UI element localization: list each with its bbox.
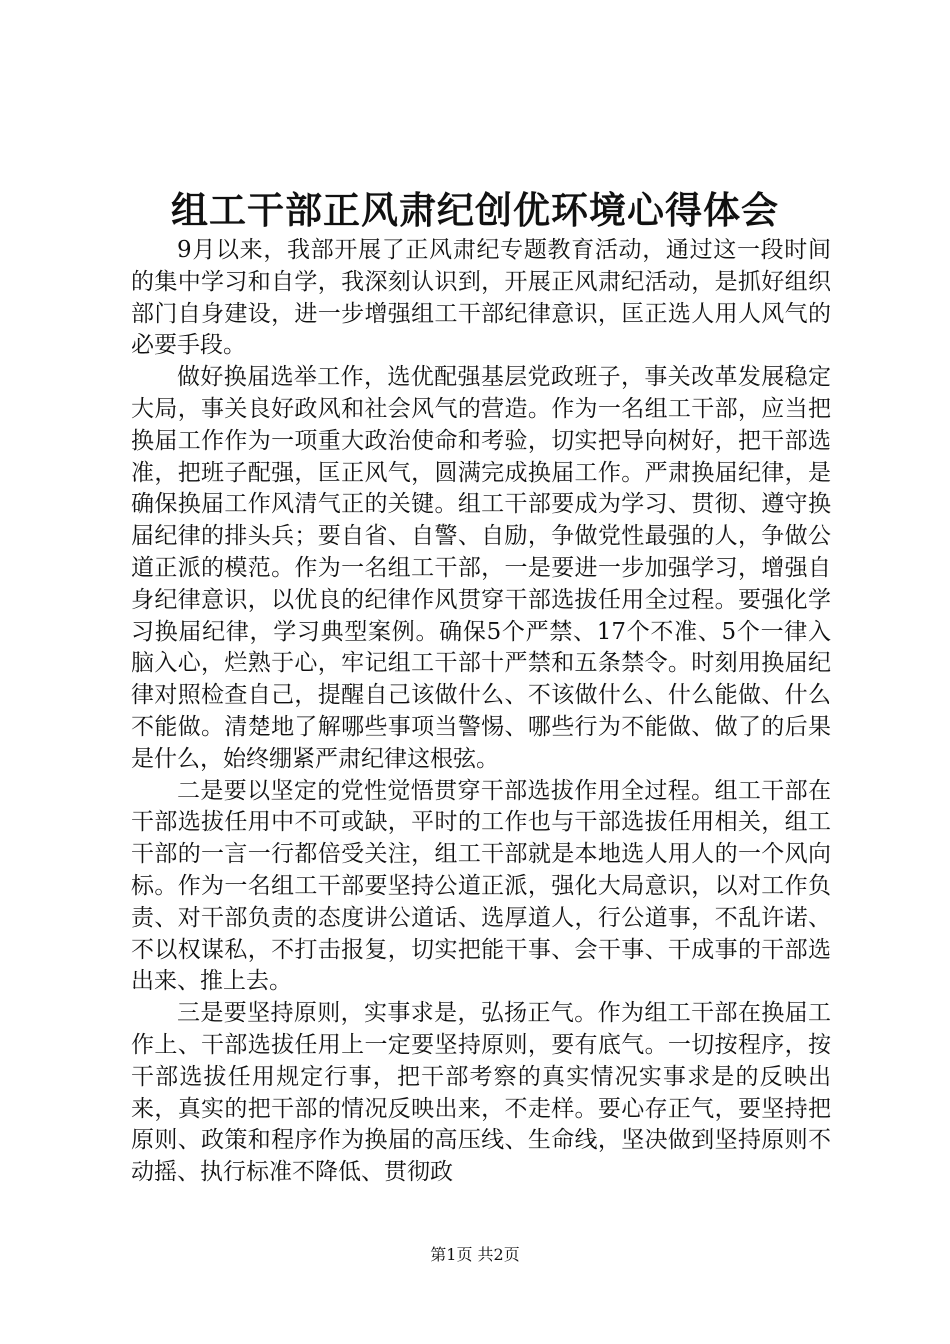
page-number-footer: 第1页 共2页 [430,1245,520,1264]
paragraph-1: 9月以来，我部开展了正风肃纪专题教育活动，通过这一段时间的集中学习和自学，我深刻认识到，开展正风肃纪活动，是抓好组织部门自身建设，进一步增强组工干部纪律意识，匡正选人用人风气的必要手段。 [131,237,831,359]
document-title: 组工干部正风肃纪创优环境心得体会 [171,188,779,232]
document-body [131,235,831,1189]
paragraph-4: 三是要坚持原则，实事求是，弘扬正气。作为组工干部在换届工作上、干部选拔任用上一定要坚持原则，要有底气。一切按程序，按干部选拔任用规定行事，把干部考察的真实情况实事求是的反映出来，真实的把干部的情况反映出来，不走样。要心存正气，要坚持把原则、政策和程序作为换届的高压线、生命线，坚决做到坚持原则不动摇、执行标准不降低、贯彻政 [131,1000,831,1186]
paragraph-3: 二是要以坚定的党性觉悟贯穿干部选拔作用全过程。组工干部在干部选拔任用中不可或缺，平时的工作也与干部选拔任用相关，组工干部的一言一行都倍受关注，组工干部就是本地选人用人的一个风向标。作为一名组工干部要坚持公道正派，强化大局意识，以对工作负责、对干部负责的态度讲公道话、选厚道人，行公道事，不乱许诺、不以权谋私，不打击报复，切实把能干事、会干事、干成事的干部选出来、推上去。 [131,777,831,995]
paragraph-2: 做好换届选举工作，选优配强基层党政班子，事关改革发展稳定大局，事关良好政风和社会风气的营造。作为一名组工干部，应当把换届工作作为一项重大政治使命和考验，切实把导向树好，把干部选准，把班子配强，匡正风气，圆满完成换届工作。严肃换届纪律，是确保换届工作风清气正的关键。组工干部要成为学习、贯彻、遵守换届纪律的排头兵；要自省、自警、自励，争做党性最强的人，争做公道正派的模范。作为一名组工干部，一是要进一步加强学习，增强自身纪律意识，以优良的纪律作风贯穿干部选拔任用全过程。要强化学习换届纪律，学习典型案例。确保5个严禁、17个不准、5个一律入脑入心，烂熟于心，牢记组工干部十严禁和五条禁令。时刻用换届纪律对照检查自己，提醒自己该做什么、不该做什么、什么能做、什么不能做。清楚地了解哪些事项当警惕、哪些行为不能做、做了的后果是什么，始终绷紧严肃纪律这根弦。 [131,364,831,772]
